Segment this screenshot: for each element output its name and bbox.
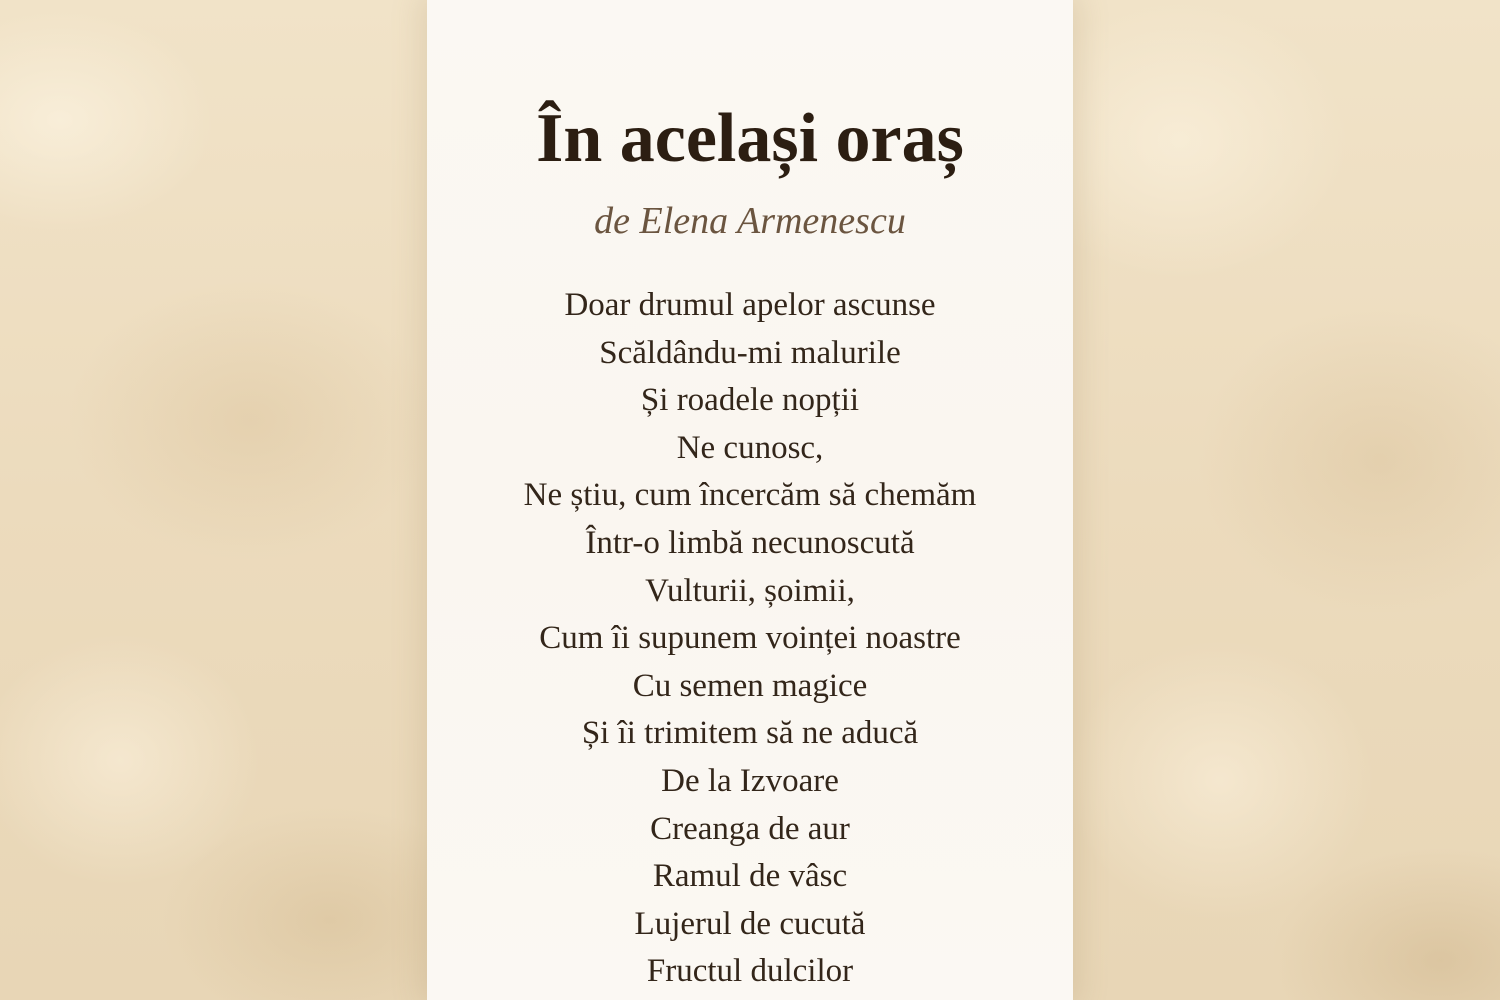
verse-line: Cu semen magice [632,667,868,704]
verse-line: Și roadele nopții [640,382,860,419]
verse-line: Fructul dulcilor [646,953,854,990]
poem-stanza [427,282,1073,996]
verse-line: Ne cunosc, [676,429,824,466]
verse-line: Ne știu, cum încercăm să chemăm [523,477,977,514]
poem-author: de Elena Armenescu [594,200,906,242]
poem-page [427,0,1073,1000]
verse-line: Scăldându-mi malurile [599,334,901,371]
verse-line: Ramul de vâsc [652,858,848,895]
verse-line: Vulturii, șoimii, [645,572,855,609]
verse-line: Creanga de aur [650,810,850,847]
verse-line: Doar drumul apelor ascunse [564,287,936,323]
poem-title: În același oraș [536,100,964,177]
verse-line: Și îi trimitem să ne aducă [581,715,919,752]
verse-line: Cum îi supunem voinței noastre [539,620,961,657]
verse-line: Într-o limbă necunoscută [585,524,915,561]
verse-line: De la Izvoare [661,762,839,799]
verse-line: Lujerul de cucută [634,905,866,942]
